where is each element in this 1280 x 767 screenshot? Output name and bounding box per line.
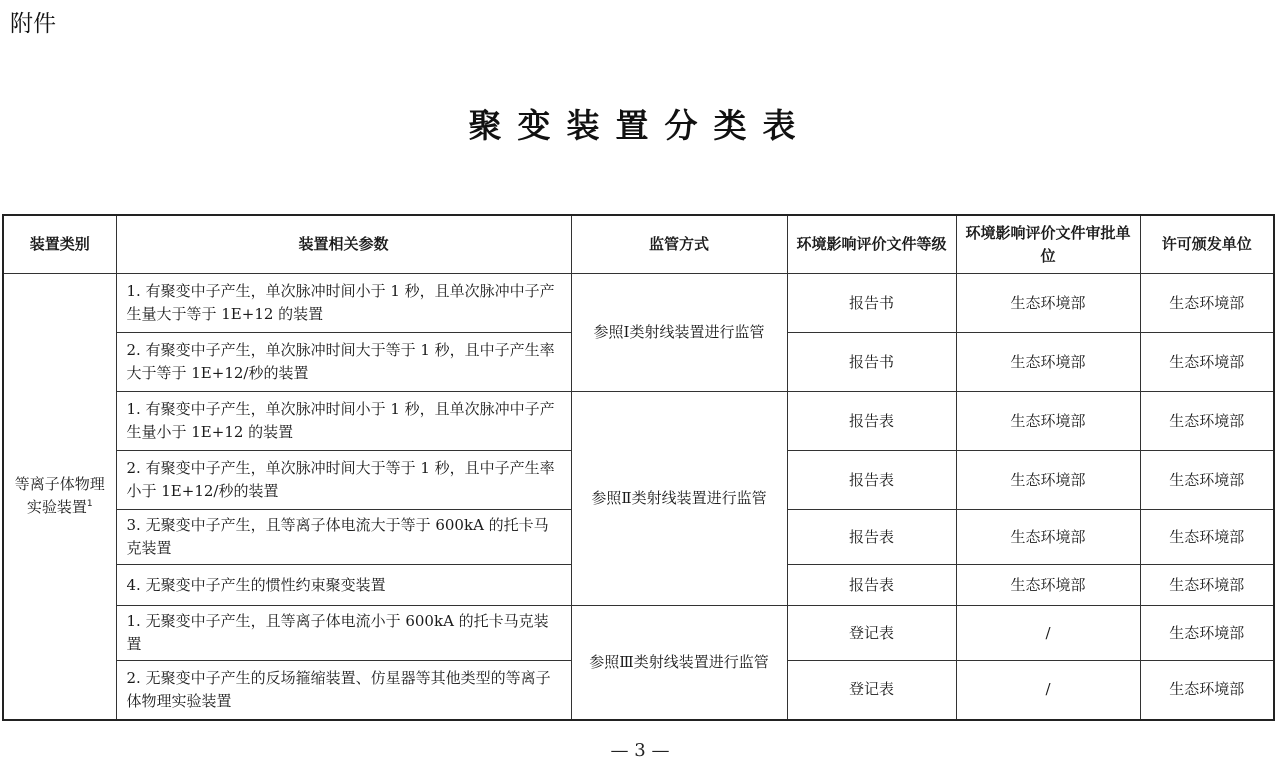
param-cell: 1. 无聚变中子产生，且等离子体电流小于 600kA 的托卡马克装置 <box>116 606 571 661</box>
category-footnote-mark: 1 <box>86 499 93 510</box>
eia-level-cell: 报告书 <box>787 274 956 333</box>
table-row <box>3 392 1274 451</box>
param-cell: 2. 有聚变中子产生，单次脉冲时间大于等于 1 秒，且中子产生率大于等于 1E+12/秒的装置 <box>116 333 571 392</box>
header-category: 装置类别 <box>3 215 116 274</box>
eia-approver-cell: 生态环境部 <box>956 392 1140 451</box>
param-cell: 2. 无聚变中子产生的反场箍缩装置、仿星器等其他类型的等离子体物理实验装置 <box>116 661 571 720</box>
eia-level-cell: 报告表 <box>787 510 956 565</box>
category-cell <box>3 274 116 720</box>
license-issuer-cell: 生态环境部 <box>1140 661 1274 720</box>
eia-level-cell: 登记表 <box>787 661 956 720</box>
header-params: 装置相关参数 <box>116 215 571 274</box>
supervision-cell: 参照Ⅱ类射线装置进行监管 <box>571 392 787 606</box>
license-issuer-cell: 生态环境部 <box>1140 392 1274 451</box>
table-header-row <box>3 215 1274 274</box>
eia-approver-cell: 生态环境部 <box>956 274 1140 333</box>
license-issuer-cell: 生态环境部 <box>1140 274 1274 333</box>
license-issuer-cell: 生态环境部 <box>1140 606 1274 661</box>
param-cell: 1. 有聚变中子产生，单次脉冲时间小于 1 秒，且单次脉冲中子产生量小于 1E+12 的装置 <box>116 392 571 451</box>
header-eia-level: 环境影响评价文件等级 <box>787 215 956 274</box>
eia-approver-cell: 生态环境部 <box>956 451 1140 510</box>
eia-approver-cell: 生态环境部 <box>956 565 1140 606</box>
param-cell: 4. 无聚变中子产生的惯性约束聚变装置 <box>116 565 571 606</box>
page-title: 聚变装置分类表 <box>468 106 812 145</box>
header-eia-approver: 环境影响评价文件审批单位 <box>956 215 1140 274</box>
eia-approver-cell: 生态环境部 <box>956 510 1140 565</box>
eia-approver-cell: 生态环境部 <box>956 333 1140 392</box>
classification-table <box>2 214 1275 721</box>
eia-approver-cell: / <box>956 606 1140 661</box>
page-number: — 3 — <box>610 740 670 761</box>
param-cell: 3. 无聚变中子产生，且等离子体电流大于等于 600kA 的托卡马克装置 <box>116 510 571 565</box>
eia-approver-cell: / <box>956 661 1140 720</box>
license-issuer-cell: 生态环境部 <box>1140 510 1274 565</box>
eia-level-cell: 报告书 <box>787 333 956 392</box>
license-issuer-cell: 生态环境部 <box>1140 565 1274 606</box>
category-label: 等离子体物理实验装置 <box>14 475 105 517</box>
param-cell: 2. 有聚变中子产生，单次脉冲时间大于等于 1 秒，且中子产生率小于 1E+12/秒的装置 <box>116 451 571 510</box>
param-cell: 1. 有聚变中子产生，单次脉冲时间小于 1 秒，且单次脉冲中子产生量大于等于 1E+12 的装置 <box>116 274 571 333</box>
eia-level-cell: 登记表 <box>787 606 956 661</box>
header-license-issuer: 许可颁发单位 <box>1140 215 1274 274</box>
license-issuer-cell: 生态环境部 <box>1140 451 1274 510</box>
license-issuer-cell: 生态环境部 <box>1140 333 1274 392</box>
eia-level-cell: 报告表 <box>787 451 956 510</box>
eia-level-cell: 报告表 <box>787 565 956 606</box>
eia-level-cell: 报告表 <box>787 392 956 451</box>
table-row <box>3 606 1274 661</box>
supervision-cell: 参照Ⅰ类射线装置进行监管 <box>571 274 787 392</box>
supervision-cell: 参照Ⅲ类射线装置进行监管 <box>571 606 787 720</box>
attachment-label: 附件 <box>10 11 56 37</box>
table-row <box>3 274 1274 333</box>
header-supervision: 监管方式 <box>571 215 787 274</box>
